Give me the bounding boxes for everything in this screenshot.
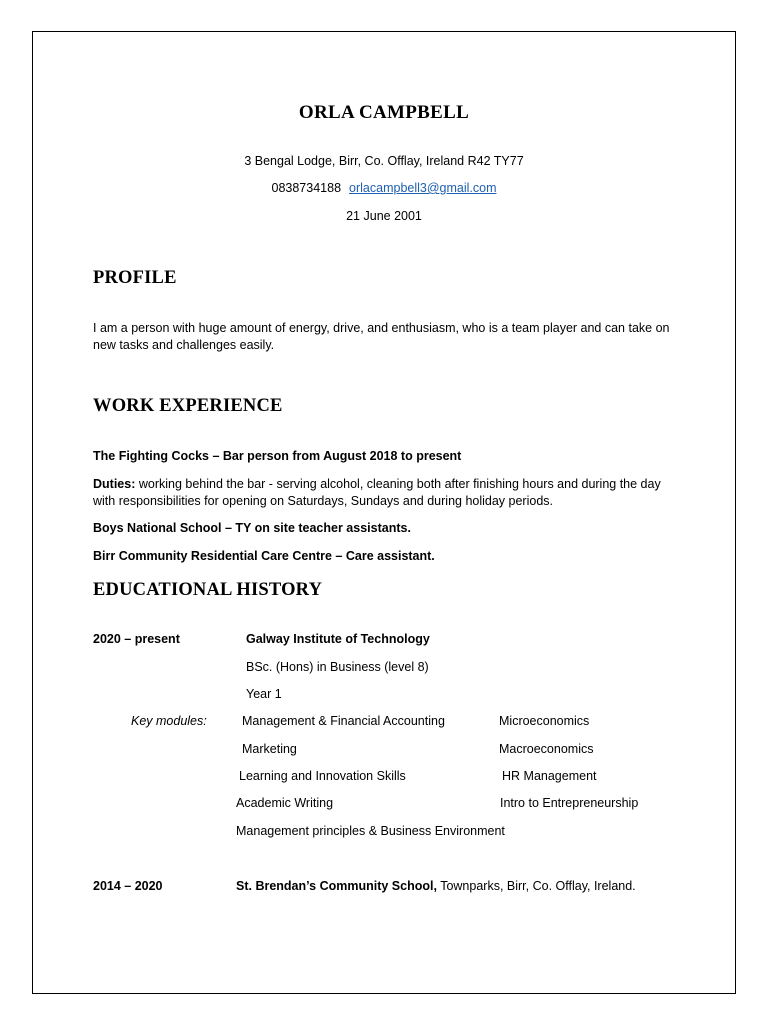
module-item: Management principles & Business Environment bbox=[236, 824, 505, 838]
module-item: HR Management bbox=[502, 769, 597, 783]
profile-heading: PROFILE bbox=[93, 268, 177, 288]
module-item: Intro to Entrepreneurship bbox=[500, 796, 639, 810]
course-year: Year 1 bbox=[246, 687, 282, 701]
candidate-name: ORLA CAMPBELL bbox=[298, 102, 470, 123]
module-item: Microeconomics bbox=[499, 714, 590, 728]
job-fighting-cocks: The Fighting Cocks – Bar person from August 2018 to present bbox=[93, 449, 462, 463]
page-border bbox=[32, 31, 736, 994]
school-entry bbox=[236, 879, 636, 893]
module-item: Marketing bbox=[242, 742, 297, 756]
duties-paragraph bbox=[93, 476, 673, 510]
module-item: Academic Writing bbox=[236, 796, 334, 810]
work-experience-heading: WORK EXPERIENCE bbox=[93, 396, 283, 416]
education-period-1: 2020 – present bbox=[93, 632, 180, 646]
address: 3 Bengal Lodge, Birr, Co. Offlay, Ireland R42 TY77 bbox=[244, 154, 524, 168]
job-boys-national-school: Boys National School – TY on site teacher assistants. bbox=[93, 521, 411, 535]
module-item: Macroeconomics bbox=[499, 742, 594, 756]
date-of-birth: 21 June 2001 bbox=[346, 209, 422, 223]
key-modules-label: Key modules: bbox=[131, 714, 207, 728]
module-item: Learning and Innovation Skills bbox=[239, 769, 406, 783]
duties-label: Duties: bbox=[93, 477, 136, 491]
school-location: Townparks, Birr, Co. Offlay, Ireland. bbox=[440, 879, 636, 893]
contact-line bbox=[0, 181, 768, 195]
education-period-2: 2014 – 2020 bbox=[93, 879, 163, 893]
school-name: St. Brendan’s Community School, bbox=[236, 879, 437, 893]
course-name: BSc. (Hons) in Business (level 8) bbox=[246, 660, 429, 674]
profile-text: I am a person with huge amount of energy, drive, and enthusiasm, who is a team player and can take on new tasks and challenges easily. bbox=[93, 321, 670, 352]
education-heading: EDUCATIONAL HISTORY bbox=[93, 580, 323, 600]
institution-name: Galway Institute of Technology bbox=[246, 632, 430, 646]
job-care-centre: Birr Community Residential Care Centre – Care assistant. bbox=[93, 549, 435, 563]
duties-text: working behind the bar - serving alcohol, cleaning both after finishing hours and during the day with responsibilities for opening on Saturdays, Sundays and during holiday periods. bbox=[93, 477, 661, 508]
email-link[interactable]: orlacampbell3@gmail.com bbox=[349, 181, 497, 195]
phone-number: 0838734188 bbox=[271, 181, 342, 195]
module-item: Management & Financial Accounting bbox=[242, 714, 445, 728]
